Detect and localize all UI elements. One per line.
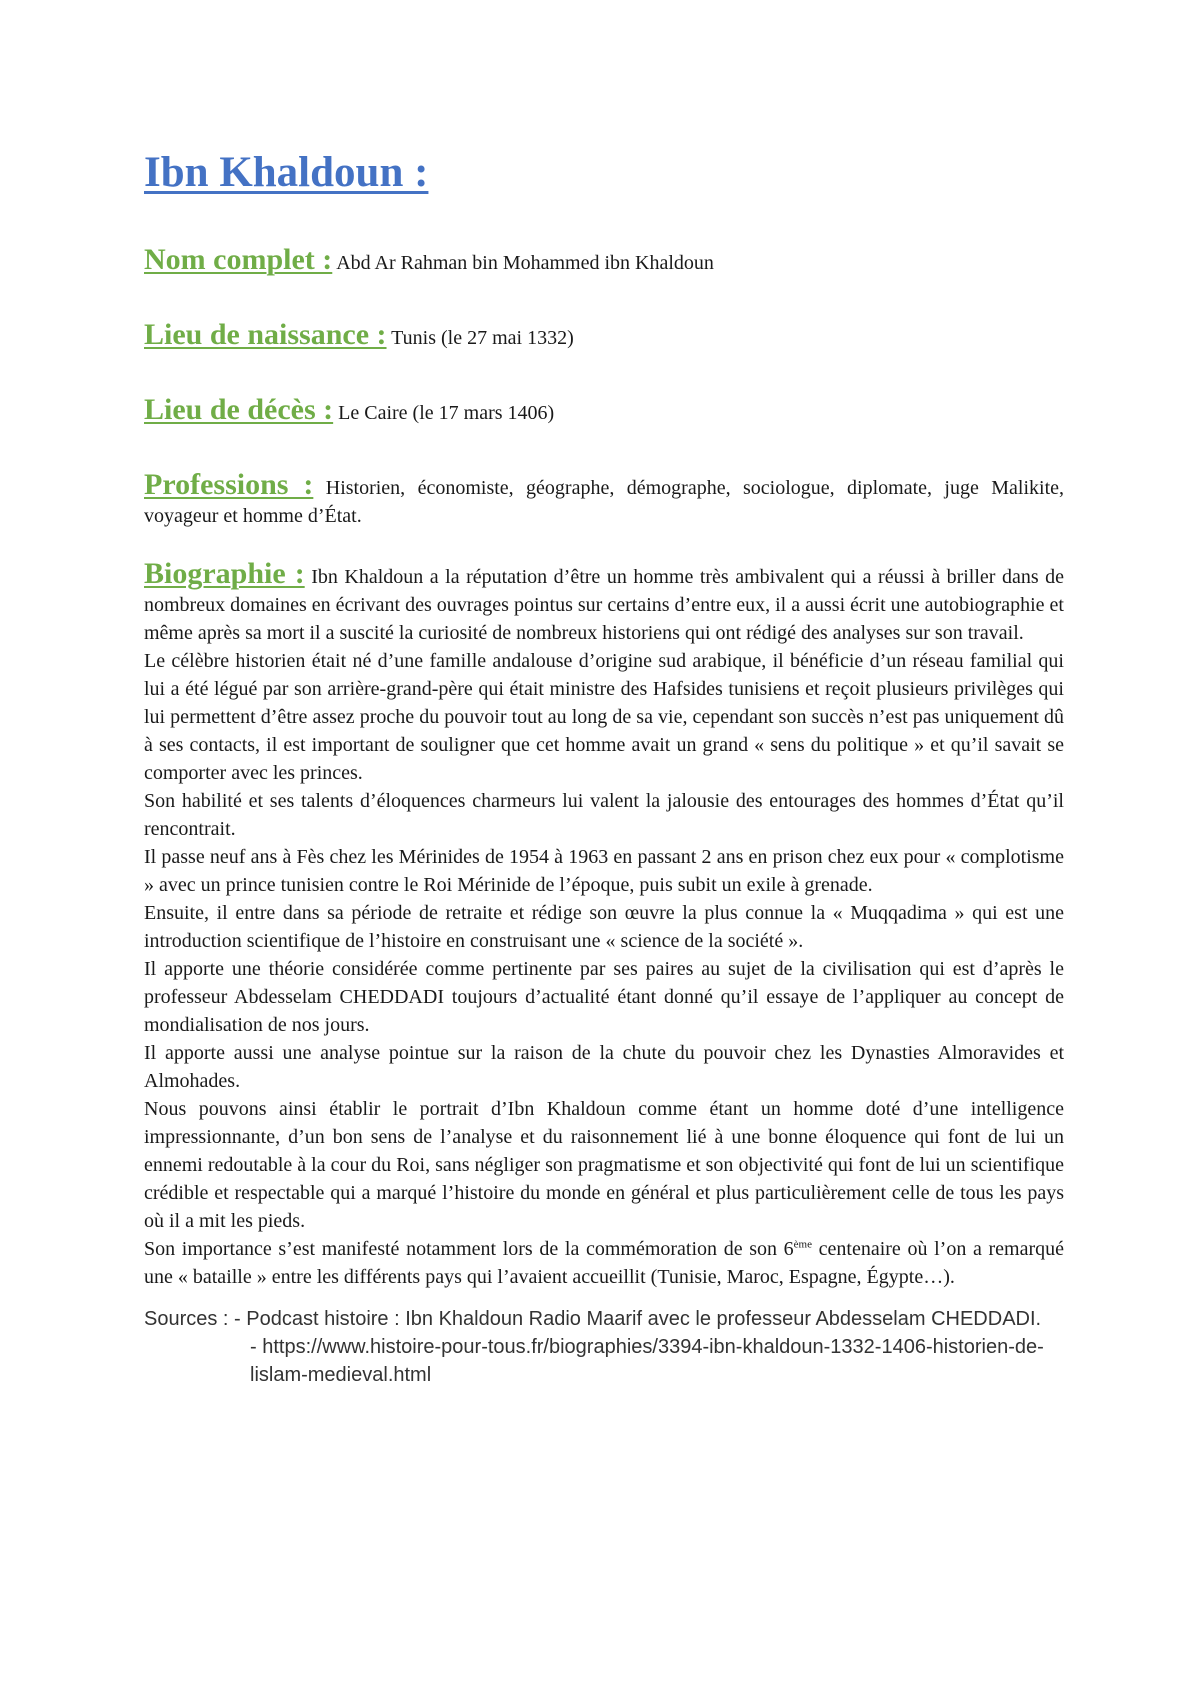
field-value: Abd Ar Rahman bin Mohammed ibn Khaldoun [336, 252, 714, 274]
sources-section [144, 1305, 1064, 1389]
field-value: Historien, économiste, géographe, démographe, sociologue, diplomate, juge Malikite, voyageur et homme d’État. [144, 477, 1065, 527]
document-title: Ibn Khaldoun : [144, 149, 429, 196]
biography-paragraph: Il apporte une théorie considérée comme pertinente par ses paires au sujet de la civilisation qui est d’après le professeur Abdesselam CHEDDADI toujours d’actualité étant donné qu’il essaye de l’appliquer au concept de mondialisation de nos jours. [144, 958, 1064, 1036]
field-lieu-naissance [144, 318, 1064, 352]
text-fragment: centenaire où l’on a remarqué une « bataille » entre les différents pays qui l’avaient accueillit (Tunisie, Maroc, Espagne, Égypte…). [144, 1238, 1065, 1288]
field-label: Lieu de décès : [144, 393, 334, 426]
biography-paragraph: Son habilité et ses talents d’éloquences charmeurs lui valent la jalousie des entourages des hommes d’État qu’il rencontrait. [144, 790, 1064, 840]
biography-paragraph: Nous pouvons ainsi établir le portrait d’Ibn Khaldoun comme étant un homme doté d’une intelligence impressionnante, d’un bon sens de l’analyse et du raisonnement lié à une bonne éloquence qui font de lui un ennemi redoutable à la cour du Roi, sans négliger son pragmatisme et son objectivité qui font de lui un scientifique crédible et respectable qui a marqué l’histoire du monde en général et plus particulièrement celle de tous les pays où il a mit les pieds. [144, 1098, 1064, 1232]
biography-paragraph: Il apporte aussi une analyse pointue sur la raison de la chute du pouvoir chez les Dynasties Almoravides et Almohades. [144, 1042, 1064, 1092]
biography-paragraph [144, 1235, 1064, 1291]
text-fragment: Son importance s’est manifesté notamment lors de la commémoration de son 6 [144, 1238, 794, 1260]
field-label: Biographie : [144, 557, 305, 590]
superscript: ème [793, 1238, 812, 1251]
field-value: Le Caire (le 17 mars 1406) [338, 402, 555, 424]
field-biographie [144, 557, 1065, 647]
field-professions [144, 468, 1065, 530]
field-nom-complet [144, 243, 1064, 277]
field-label: Lieu de naissance : [144, 318, 387, 351]
source-link[interactable]: - https://www.histoire-pour-tous.fr/biographies/3394-ibn-khaldoun-1332-1406-historien-de-lislam-medieval.html [250, 1336, 1044, 1386]
field-lieu-deces [144, 393, 1064, 427]
biography-paragraph: Ensuite, il entre dans sa période de retraite et rédige son œuvre la plus connue la « Muqqadima » qui est une introduction scientifique de l’histoire en construisant une « science de la société ». [144, 902, 1064, 952]
field-label: Nom complet : [144, 243, 333, 276]
field-value: Tunis (le 27 mai 1332) [391, 327, 574, 349]
source-line: Sources : - Podcast histoire : Ibn Khaldoun Radio Maarif avec le professeur Abdesselam CHEDDADI. [144, 1308, 1042, 1330]
field-label: Professions : [144, 468, 314, 501]
biography-paragraph: Ibn Khaldoun a la réputation d’être un homme très ambivalent qui a réussi à briller dans de nombreux domaines en écrivant des ouvrages pointus sur certains d’entre eux, il a aussi écrit une autobiographie et même après sa mort il a suscité la curiosité de nombreux historiens qui ont rédigé des analyses sur son travail. [144, 566, 1065, 644]
biography-paragraph: Il passe neuf ans à Fès chez les Mérinides de 1954 à 1963 en passant 2 ans en prison chez eux pour « complotisme » avec un prince tunisien contre le Roi Mérinide de l’époque, puis subit un exile à grenade. [144, 846, 1064, 896]
biography-paragraph: Le célèbre historien était né d’une famille andalouse d’origine sud arabique, il bénéficie d’un réseau familial qui lui a été légué par son arrière-grand-père qui était ministre des Hafsides tunisiens et reçoit plusieurs privilèges qui lui permettent d’être assez proche du pouvoir tout au long de sa vie, cependant son succès n’est pas uniquement dû à ses contacts, il est important de souligner que cet homme avait un grand « sens du politique » et qu’il savait se comporter avec les princes. [144, 650, 1064, 784]
